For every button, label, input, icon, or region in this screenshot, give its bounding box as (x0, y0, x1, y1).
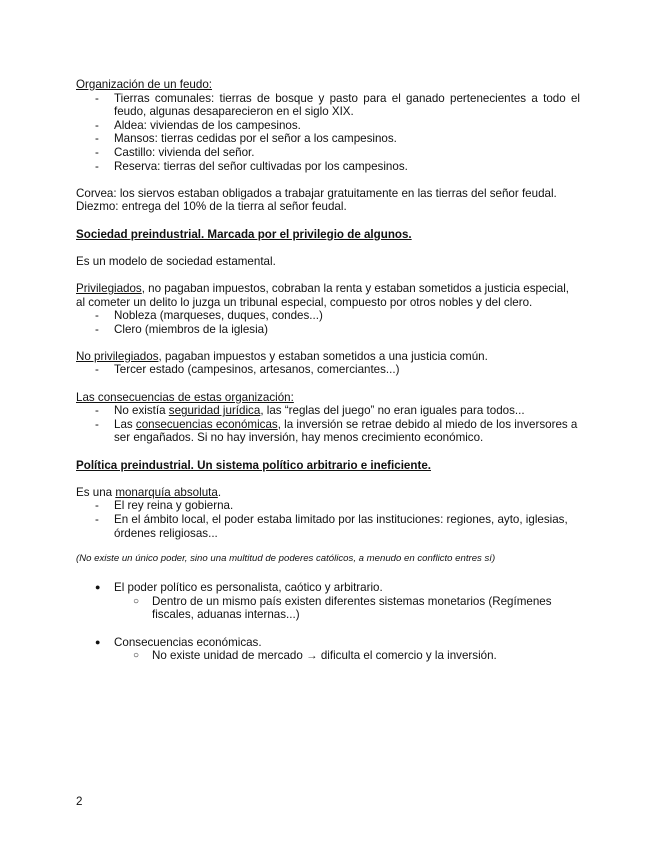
no-privilegiados-text: , pagaban impuestos y estaban sometidos a una justicia común. (158, 349, 488, 363)
feudo-heading: Organización de un feudo: (76, 78, 213, 91)
politica-title: Política preindustrial. Un sistema político arbitrario e ineficiente. (76, 458, 431, 472)
c2-term: consecuencias económicas (135, 417, 278, 431)
politica-bullets (76, 581, 580, 622)
privilegiados-text: , no pagaban impuestos, cobraban la renta y estaban sometidos a justicia especial, al cometer un delito lo juzga un tribunal especial, compuesto por otros nobles y del clero. (76, 281, 570, 309)
politica-note: (No existe un único poder, sino una multitud de poderes católicos, a menudo en conflicto entres sí) (76, 553, 496, 565)
privilegiados-list (76, 309, 580, 336)
diezmo-text: Diezmo: entrega del 10% de la tierra al señor feudal. (76, 200, 347, 214)
politica-list (76, 499, 580, 540)
privilegiados-term: Privilegiados (76, 281, 142, 295)
c1-term: seguridad jurídica (168, 404, 261, 418)
consecuencias-heading: Las consecuencias de estas organización: (76, 390, 294, 404)
list-item: - Mansos: tierras cedidas por el señor a los campesinos. (76, 132, 580, 146)
list-item (76, 636, 580, 663)
list-item: - Tierras comunales: tierras de bosque y pasto para el ganado pertenecientes a todo el feudo, algunas desaparecieron en el siglo XIX. (76, 92, 580, 119)
list-item (76, 404, 580, 418)
c1-post: , las “reglas del juego” no eran iguales para todos... (260, 404, 525, 418)
sub-list (114, 595, 580, 622)
list-item (76, 581, 580, 622)
list-item: - El rey reina y gobierna. (76, 499, 580, 513)
c2-pre: Las (114, 417, 136, 431)
consecuencias-list (76, 404, 580, 445)
politica-intro-term: monarquía absoluta (115, 485, 218, 499)
c1-pre: No existía (114, 404, 169, 418)
corvea-text: Corvea: los siervos estaban obligados a trabajar gratuitamente en las tierras del señor feudal. (76, 186, 557, 200)
bullet-text: El poder político es personalista, caótico y arbitrario. (114, 581, 383, 595)
c2-post: , la inversión se retrae debido al miedo de los inversores a ser engañados. Si no hay inversión, hay menos crecimiento económico. (114, 417, 578, 445)
list-item (76, 418, 580, 445)
list-item: - Tercer estado (campesinos, artesanos, comerciantes...) (76, 363, 580, 377)
list-item: - Nobleza (marqueses, duques, condes...) (76, 309, 580, 323)
feudo-list (76, 92, 580, 174)
privilegiados-paragraph (76, 282, 580, 309)
sub-list-item: ○ No existe unidad de mercado → dificulta el comercio y la inversión. (76, 649, 580, 663)
sociedad-intro: Es un modelo de sociedad estamental. (76, 254, 276, 268)
sub-list-item: ○ Dentro de un mismo país existen diferentes sistemas monetarios (Regímenes fiscales, aduanas internas...) (76, 595, 580, 622)
no-privilegiados-list (76, 363, 580, 377)
politica-intro (76, 486, 580, 500)
list-item: - Aldea: viviendas de los campesinos. (76, 119, 580, 133)
no-privilegiados-term: No privilegiados (76, 349, 159, 363)
page-number: 2 (76, 795, 83, 808)
list-item: - Castillo: vivienda del señor. (76, 146, 580, 160)
politica-bullets-2 (76, 636, 580, 663)
document-page (76, 78, 580, 663)
sociedad-title: Sociedad preindustrial. Marcada por el privilegio de algunos. (76, 227, 412, 241)
list-item: - Clero (miembros de la iglesia) (76, 323, 580, 337)
bullet-text: Consecuencias económicas. (114, 635, 262, 649)
no-privilegiados-paragraph (76, 350, 580, 364)
politica-intro-post: . (217, 485, 222, 499)
list-item: - En el ámbito local, el poder estaba limitado por las instituciones: regiones, ayto, iglesias, órdenes religiosas... (76, 513, 580, 540)
politica-intro-pre: Es una (76, 485, 116, 499)
list-item: - Reserva: tierras del señor cultivadas por los campesinos. (76, 160, 580, 174)
sub-list (114, 649, 580, 663)
